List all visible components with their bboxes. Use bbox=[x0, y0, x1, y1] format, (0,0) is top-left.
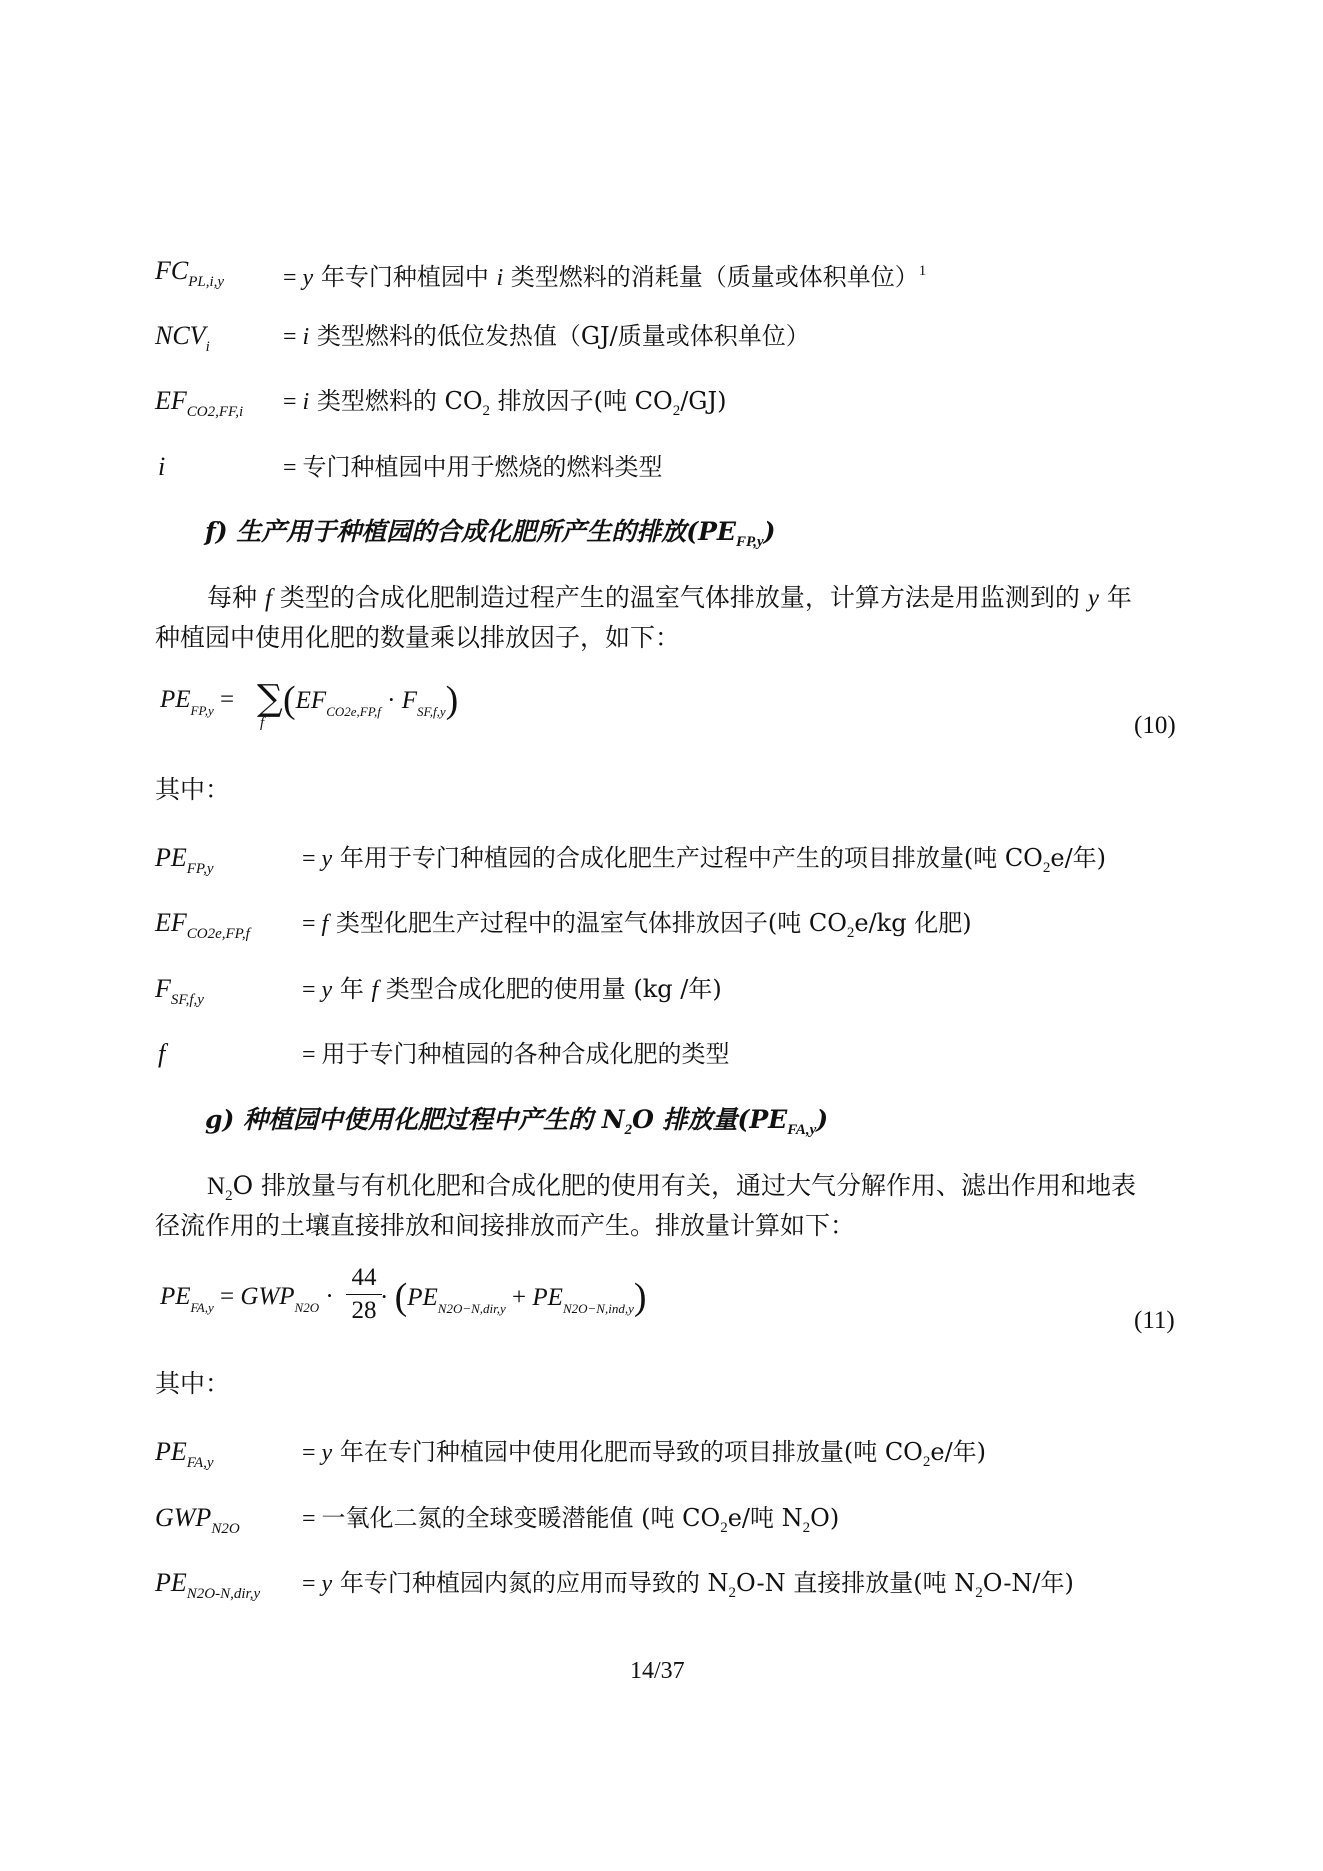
definition-pe-fp-y: = y 年用于专门种植园的合成化肥生产过程中产生的项目排放量(吨 $CO_2e/$年) bbox=[302, 844, 1107, 876]
symbol-gwp-n2o: $GWP_{N2O}$ bbox=[155, 1503, 240, 1537]
equation-number-10: (10) bbox=[1134, 712, 1176, 739]
paragraph-f-line-2: 种植园中使用化肥的数量乘以排放因子，如下： bbox=[155, 623, 681, 652]
definition-ncv-i: = i 类型燃料的低位发热值（GJ/质量或体积单位） bbox=[283, 322, 810, 350]
fraction-44-28: $\frac{44}{28}$ bbox=[346, 1262, 382, 1327]
section-heading-g: g) 种植园中使用化肥过程中产生的 $N_2O$ 排放量$(PE_{FA,y})$ bbox=[205, 1105, 829, 1138]
paragraph-g-line-1: $N_2O$ 排放量与有机化肥和合成化肥的使用有关，通过大气分解作用、滤出作用和地表 bbox=[207, 1171, 1137, 1204]
definition-ef-co2e-fp-f: = f 类型化肥生产过程中的温室气体排放因子(吨 $CO_2e/kg$ 化肥) bbox=[302, 909, 972, 941]
symbol-pe-n2o-n-dir-y: $PE_{N2O-N,dir,y}$ bbox=[155, 1568, 261, 1602]
symbol-ncv-i: $NCV_i$ bbox=[155, 321, 210, 355]
symbol-f: f bbox=[158, 1039, 166, 1068]
paragraph-g-line-2: 径流作用的土壤直接排放和间接排放而产生。排放量计算如下： bbox=[155, 1211, 856, 1240]
definition-fc-pl-i-y: = y 年专门种植园中 i 类型燃料的消耗量（质量或体积单位）$^1$ bbox=[283, 263, 927, 291]
symbol-ef-co2e-fp-f: $EF_{CO2e,FP,f}$ bbox=[155, 908, 250, 942]
paragraph-f-line-1: 每种 f 类型的合成化肥制造过程产生的温室气体排放量，计算方法是用监测到的 y 年 bbox=[207, 583, 1132, 612]
definition-f-sf-f-y: = y 年 f 类型合成化肥的使用量 (kg /年) bbox=[302, 975, 722, 1003]
equation-number-11: (11) bbox=[1134, 1307, 1175, 1334]
definition-f: = 用于专门种植园的各种合成化肥的类型 bbox=[302, 1040, 730, 1068]
formula-11-lhs: $PE_{FA,y} = GWP_{N2O}$ · bbox=[160, 1283, 334, 1315]
symbol-pe-fa-y: $PE_{FA,y}$ bbox=[155, 1437, 214, 1471]
page-number: 14/37 bbox=[630, 1658, 685, 1684]
symbol-pe-fp-y: $PE_{FP,y}$ bbox=[155, 843, 214, 877]
footnote-ref[interactable]: 1 bbox=[918, 263, 927, 279]
formula-10-lhs: $PE_{FP,y}$ = bbox=[160, 686, 235, 718]
symbol-ef-co2-ff-i: $EF_{CO2,FF,i}$ bbox=[155, 386, 244, 420]
definition-pe-n2o-n-dir-y: = y 年专门种植园内氮的应用而导致的 $N_2O-N$ 直接排放量(吨 $N_2O-N/$年) bbox=[302, 1569, 1074, 1601]
section-heading-f: f) 生产用于种植园的合成化肥所产生的排放$(PE_{FP,y})$ bbox=[205, 517, 776, 550]
symbol-f-sf-f-y: $F_{SF,f,y}$ bbox=[155, 974, 204, 1008]
definition-i: = 专门种植园中用于燃烧的燃料类型 bbox=[283, 453, 663, 481]
definition-ef-co2-ff-i: = i 类型燃料的 $CO_2$ 排放因子(吨 $CO_2/GJ$) bbox=[283, 387, 727, 419]
summation-index: f bbox=[260, 715, 265, 731]
symbol-i: i bbox=[158, 452, 166, 481]
formula-10-body: $(EF_{CO2e,FP,f} \cdot F_{SF,f,y})$ bbox=[283, 679, 459, 721]
qizhong-label-1: 其中： bbox=[155, 775, 231, 804]
formula-11-body: · $(PE_{N2O-N,dir,y} + PE_{N2O-N,ind,y})$ bbox=[380, 1276, 647, 1318]
symbol-fc-pl-i-y: $FC_{PL,i,y}$ bbox=[155, 256, 225, 290]
definition-pe-fa-y: = y 年在专门种植园中使用化肥而导致的项目排放量(吨 $CO_2e/$年) bbox=[302, 1438, 987, 1470]
summation-symbol: ∑ bbox=[257, 678, 283, 719]
qizhong-label-2: 其中： bbox=[155, 1369, 231, 1398]
definition-gwp-n2o: = 一氧化二氮的全球变暖潜能值 (吨 $CO_2e/$吨 $N_2O$) bbox=[302, 1504, 840, 1536]
